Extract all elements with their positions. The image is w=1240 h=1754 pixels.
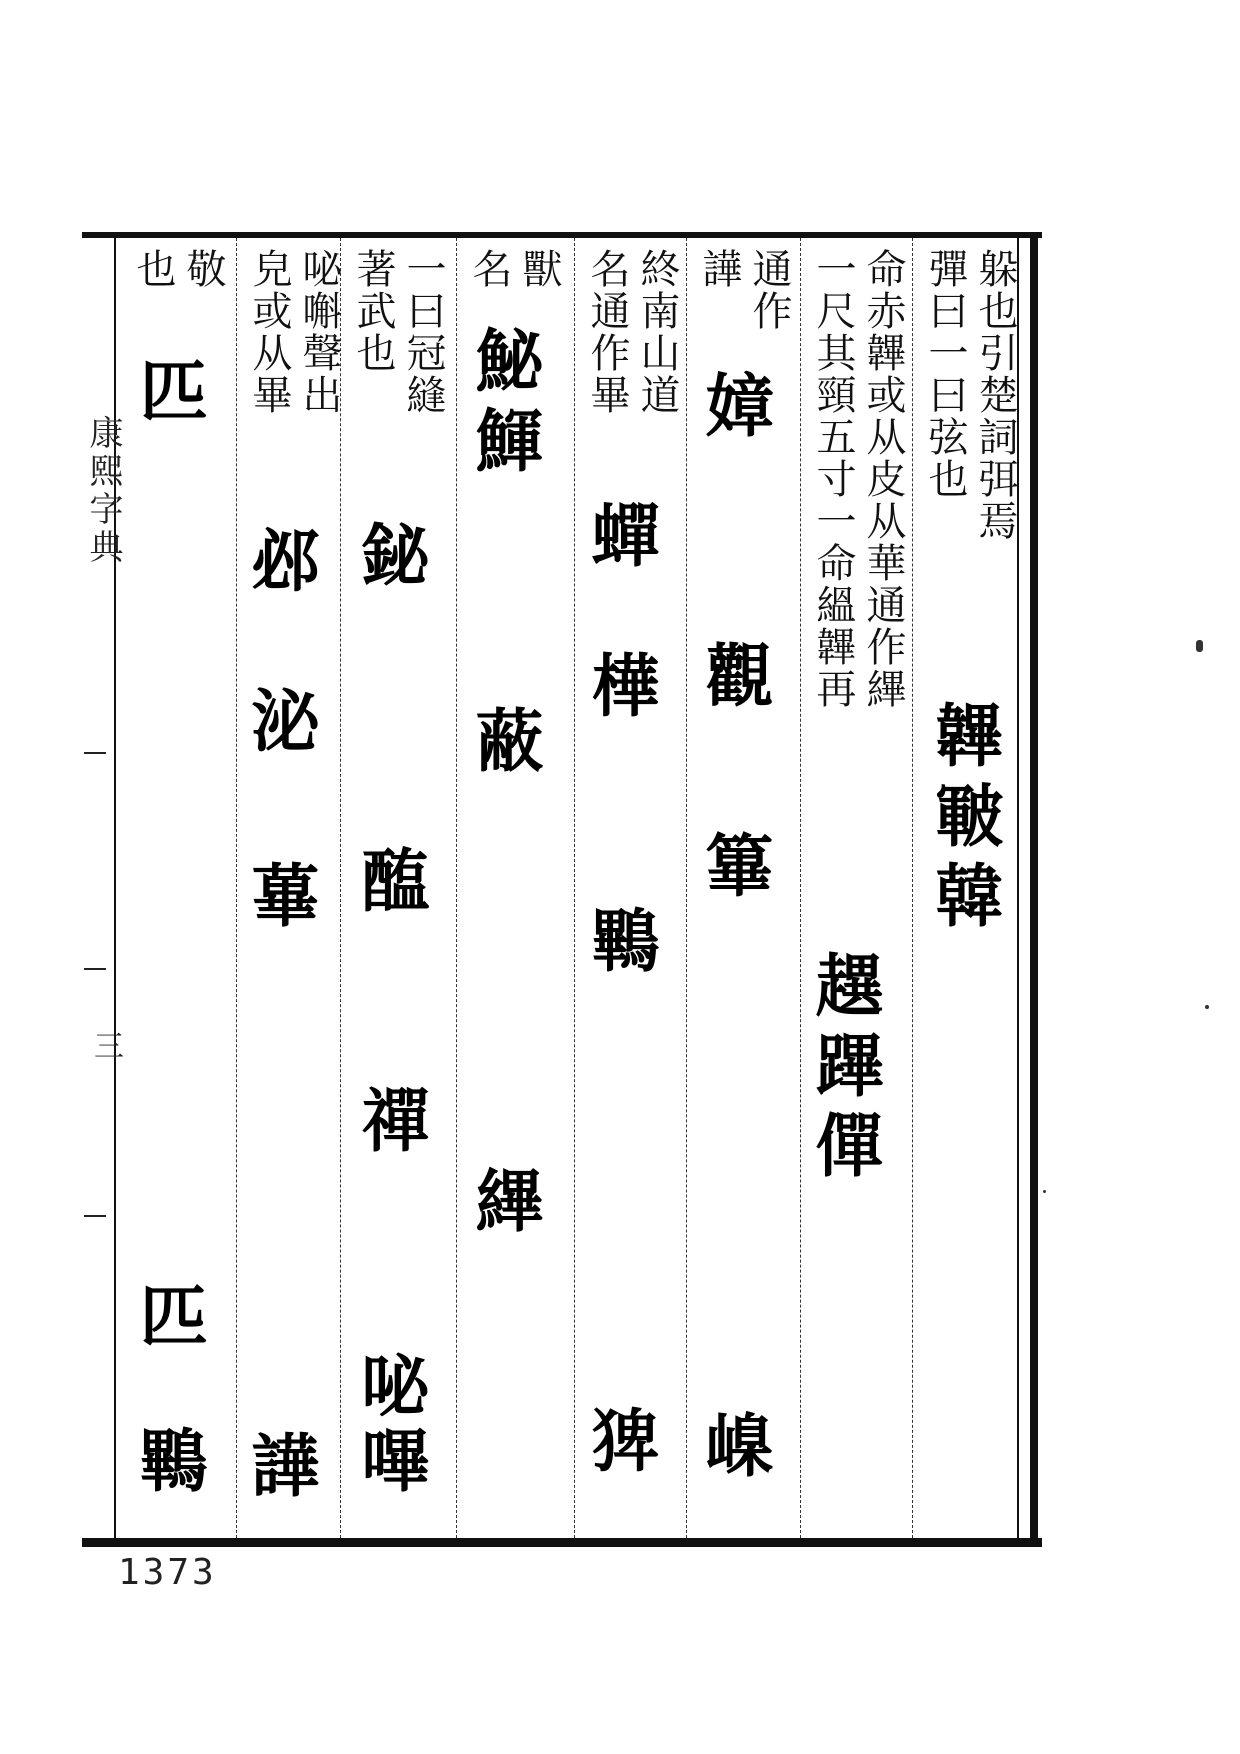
headword: 皸 [924, 780, 1004, 848]
text-line: 一尺其頸五寸一命縕韠再 [810, 248, 856, 710]
headword: 蔽 [464, 705, 544, 773]
headword: 譁 [240, 1430, 320, 1498]
text-line: 也 [130, 248, 176, 290]
text-line: 通作 [746, 248, 792, 332]
margin-tick [84, 752, 106, 754]
headword: 韓 [924, 860, 1004, 928]
margin-tick [84, 968, 106, 970]
headword: 樺 [580, 650, 660, 718]
column-divider [456, 238, 458, 1538]
headword: 趩 [804, 950, 884, 1018]
text-line: 敬 [180, 248, 226, 290]
headword: 篳 [694, 830, 774, 898]
text-line: 皃或从畢 [246, 248, 292, 416]
headword: 蹕 [804, 1030, 884, 1098]
headword: 僤 [804, 1110, 884, 1178]
headword: 韠 [924, 700, 1004, 768]
headword: 嵲 [694, 1410, 774, 1478]
page-number: 1373 [118, 1552, 217, 1593]
frame-right-border [1030, 232, 1038, 1544]
headword: 嗶 [350, 1425, 430, 1493]
headword: 觀 [694, 640, 774, 708]
margin-tick [84, 1215, 106, 1217]
text-line: 獸 [516, 248, 562, 290]
text-line: 躲也引楚詞弭焉 [972, 248, 1018, 542]
margin-title: 康熙字典 [83, 415, 123, 567]
frame-bottom-rule [82, 1538, 1042, 1547]
column-divider [574, 238, 576, 1538]
text-line: 終南山道 [634, 248, 680, 416]
text-column-2 [804, 248, 908, 1536]
scan-speck [1196, 640, 1203, 652]
margin-leaf-number: 三 [88, 1030, 123, 1060]
headword: 嫜 [694, 370, 774, 438]
headword: 匹 [128, 1280, 208, 1348]
headword: 匹 [128, 355, 208, 423]
text-line: 彈曰一曰弦也 [922, 248, 968, 500]
text-line: 著武也 [350, 248, 396, 374]
headword: 鯶 [464, 405, 544, 473]
headword: 縪 [464, 1165, 544, 1233]
text-line: 咇嘝聲出 [296, 248, 342, 416]
headword: 泌 [240, 685, 320, 753]
column-divider [912, 238, 914, 1538]
text-line: 命赤韠或从皮从華通作縪 [860, 248, 906, 710]
headword: 蟬 [580, 500, 660, 568]
scan-speck [1205, 1005, 1209, 1009]
headword: 醢 [350, 845, 430, 913]
headword: 鷝 [580, 905, 660, 973]
frame-top-rule [82, 232, 1042, 238]
text-column-4 [578, 248, 682, 1536]
scan-speck [1043, 1190, 1046, 1193]
headword: 蓽 [240, 860, 320, 928]
headword: 咇 [350, 1350, 430, 1418]
headword: 猈 [580, 1405, 660, 1473]
text-line: 名通作畢 [584, 248, 630, 416]
headword: 鷝 [128, 1425, 208, 1493]
headword: 鉍 [350, 520, 430, 588]
text-line: 名 [466, 248, 512, 290]
headword: 鮅 [464, 325, 544, 393]
column-divider [236, 238, 238, 1538]
column-divider [800, 238, 802, 1538]
text-line: 譁 [696, 248, 742, 290]
headword: 邲 [240, 525, 320, 593]
text-line: 一曰冠縫 [400, 248, 446, 416]
headword: 禪 [350, 1085, 430, 1153]
column-divider [686, 238, 688, 1538]
